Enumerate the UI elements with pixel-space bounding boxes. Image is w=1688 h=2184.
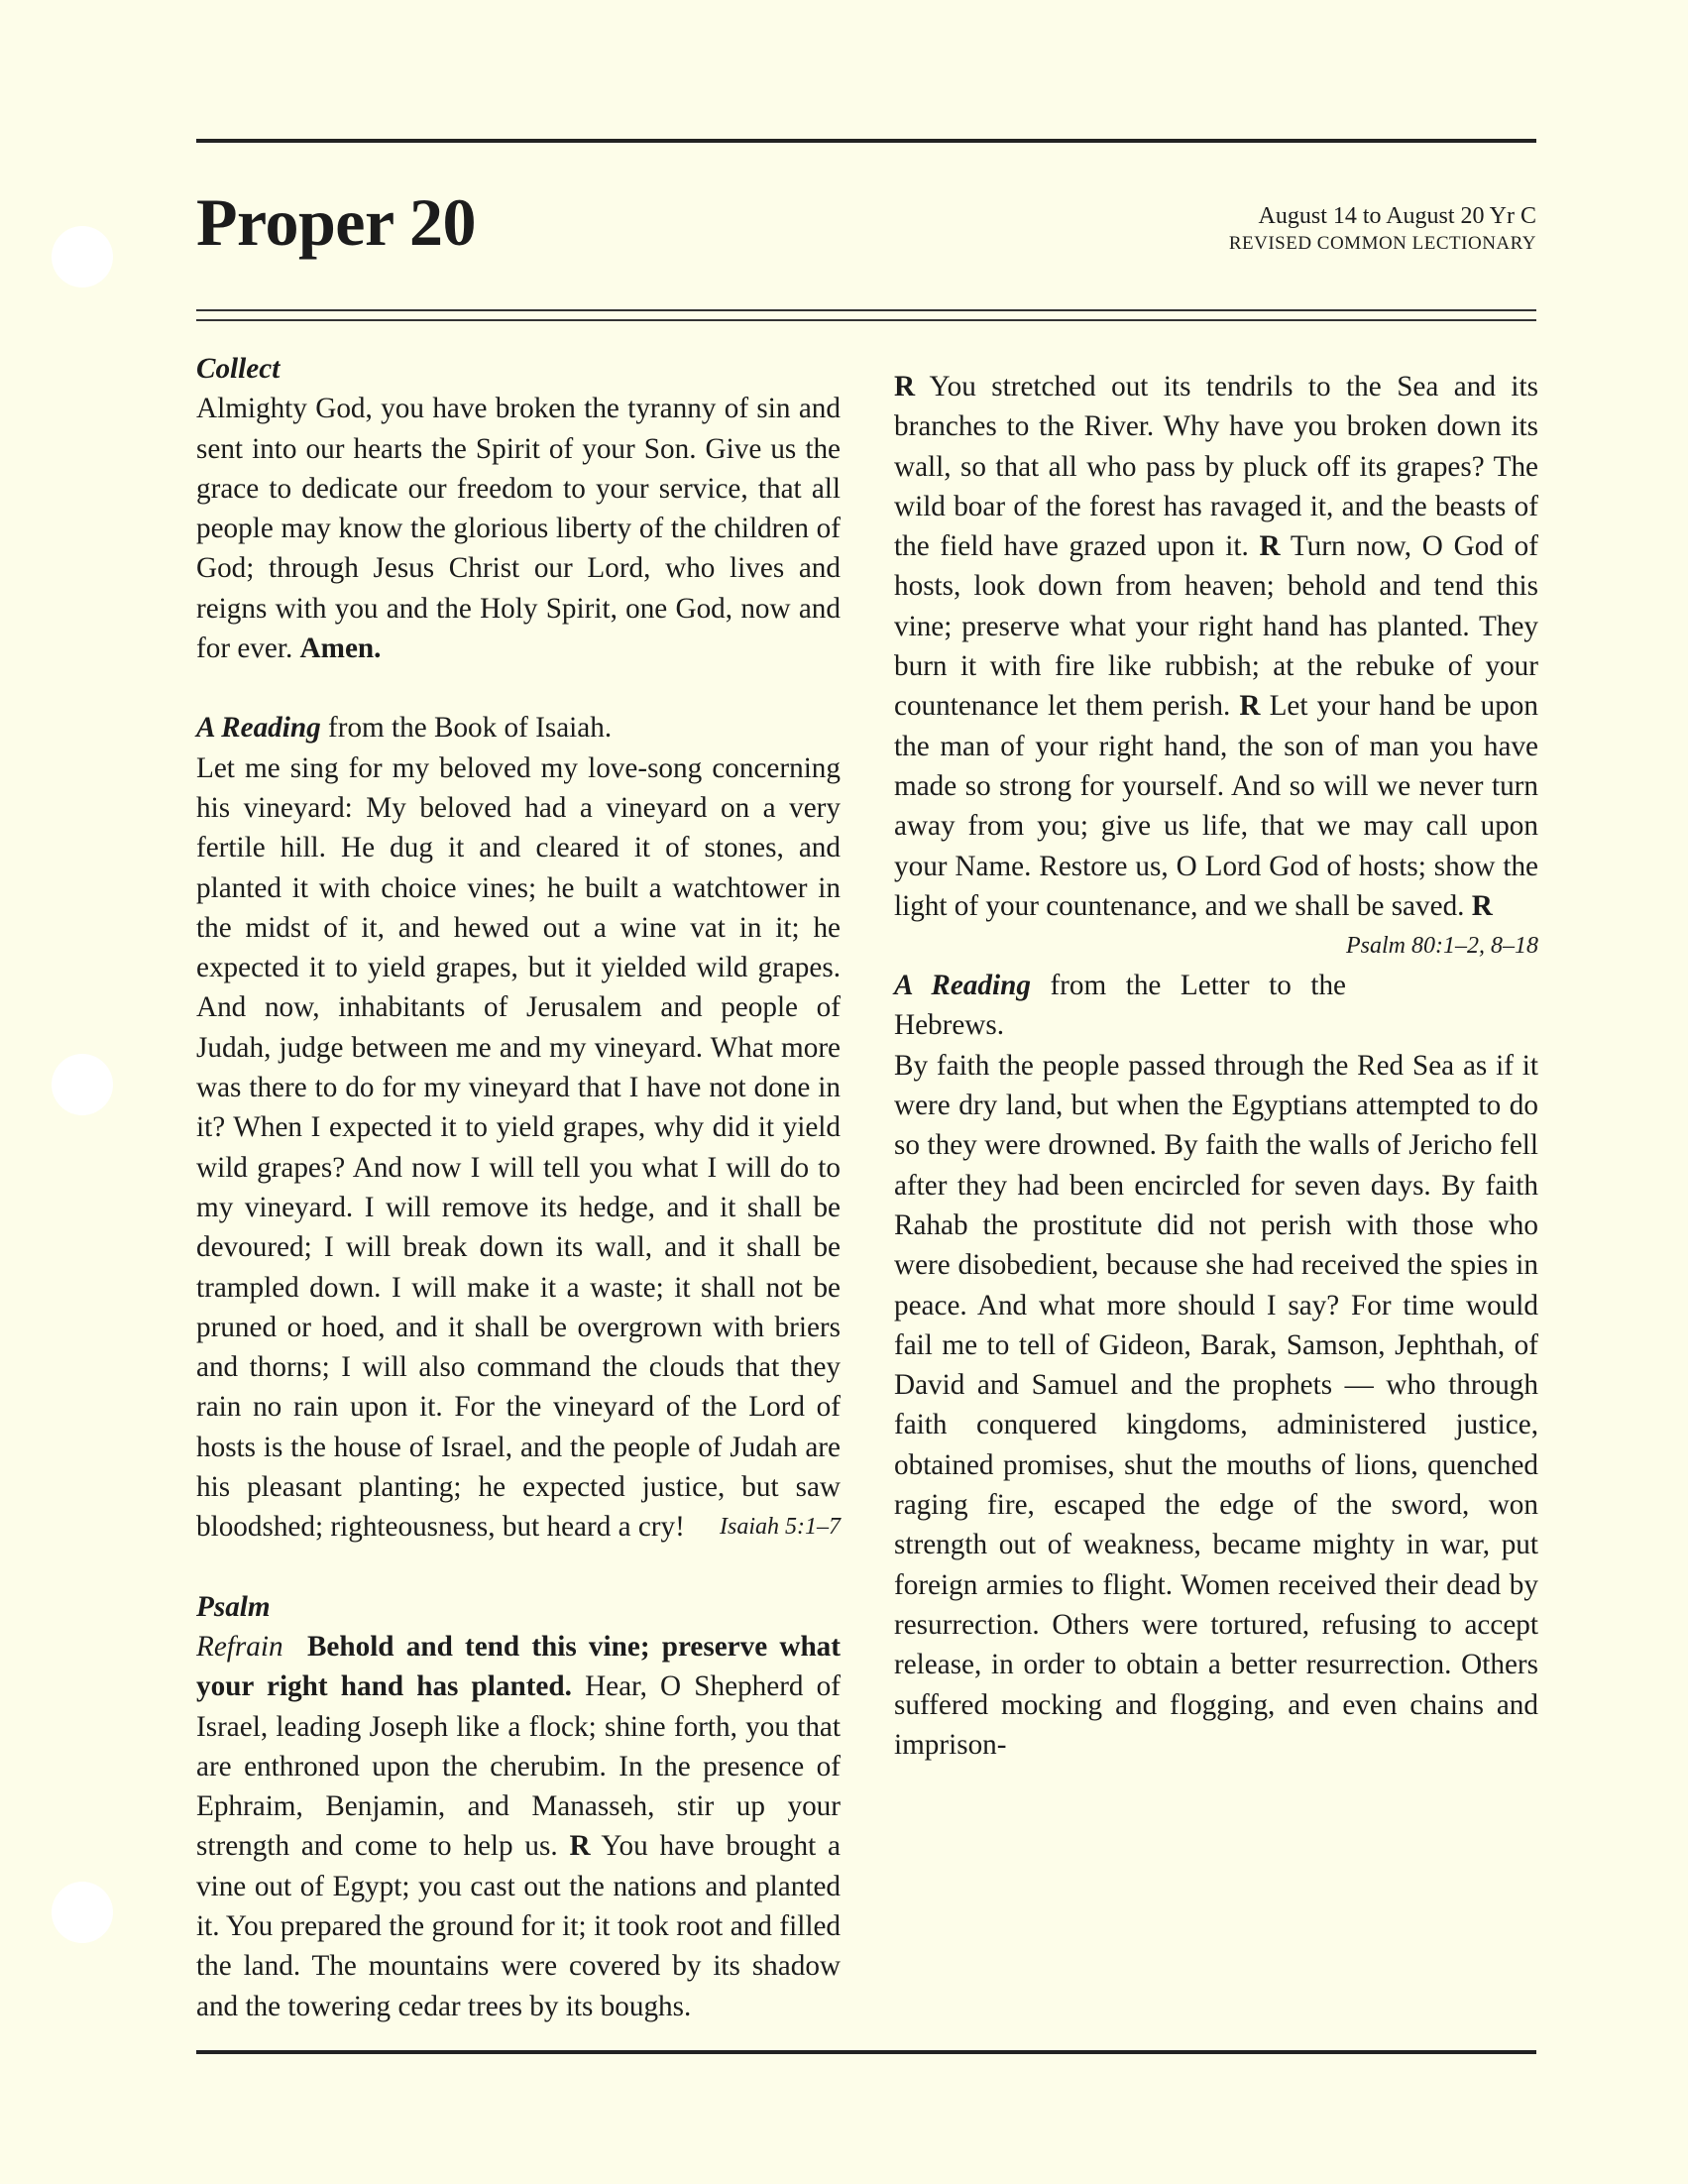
top-rule [196, 139, 1536, 143]
header-double-rule-top [196, 309, 1536, 311]
reading-isaiah-section [196, 708, 841, 1547]
psalm-verse-2: You have brought a vine out of Egypt; you cast out the nations and planted it. You prepared the ground for it; it took root and filled the land. The mountains were covered by its shadow and the towering cedar trees by its boughs. [196, 1830, 841, 2022]
left-column [196, 349, 841, 2026]
psalm-verse-3: You stretched out its tendrils to the Sea and its branches to the River. Why have you broken down its wall, so that all who pass by pluck off its grapes? The wild boar of the forest has ravaged it, and the beasts of the field have grazed upon it. [894, 371, 1538, 563]
binder-hole-top [52, 226, 113, 287]
psalm-heading: Psalm [196, 1590, 271, 1623]
collect-amen: Amen. [299, 632, 382, 665]
refrain-marker: R [894, 371, 916, 402]
refrain-text: Behold and tend this vine; preserve what your right hand has planted. [196, 1630, 841, 1703]
reading-label: A Reading [894, 970, 1031, 1002]
collect-text [196, 389, 841, 668]
header-meta [1229, 201, 1536, 257]
collect-body: Almighty God, you have broken the tyranny of sin and sent into our hearts the Spirit of your Son. Give us the grace to dedicate our freedom to your service, that all people may know the glorious liberty of the children of God; through Jesus Christ our Lord, who lives and reigns with you and the Holy Spirit, one God, now and for ever. [196, 393, 841, 665]
page-title: Proper 20 [196, 184, 476, 260]
reading-isaiah-body: Let me sing for my beloved my love-song concerning his vineyard: My beloved had a vineyard on a very fertile hill. He dug it and cleared it of stones, and planted it with choice vines; he built a watchtower in the midst of it, and hewed out a wine vat in it; he expected it to yield grapes, but it yielded wild grapes. And now, inhabitants of Jerusalem and people of Judah, judge between me and my vineyard. What more was there to do for my vineyard that I have not done in it? When I expected it to yield grapes, why did it yield wild grapes? And now I will tell you what I will do to my vineyard. I will remove its hedge, and it shall be devoured; I will break down its wall, and it shall be trampled down. I will make it a waste; it shall not be pruned or hoed, and it shall be overgrown with briers and thorns; I will also command the clouds that they rain no rain upon it. For the vineyard of the Lord of hosts is the house of Israel, and the people of Judah are his pleasant planting; he expected justice, but saw bloodshed; righteousness, but heard a cry! [196, 751, 841, 1544]
bottom-rule [196, 2050, 1536, 2054]
refrain-label: Refrain [196, 1630, 283, 1663]
psalm-citation: Psalm 80:1–2, 8–18 [1346, 933, 1538, 960]
binder-hole-bottom [52, 1882, 113, 1943]
psalm-verse-5: Let your hand be upon the man of your right hand, the son of man you have made so strong for yourself. And so will we never turn away from you; give us life, that we may call upon your Name. Restore us, O Lord God of hosts; show the light of your countenance, and we shall be saved. [894, 690, 1538, 922]
reading-hebrews-heading [894, 966, 1538, 1046]
refrain-marker: R [1259, 530, 1281, 563]
psalm-continued [894, 367, 1538, 960]
isaiah-citation: Isaiah 5:1–7 [720, 1514, 841, 1541]
collect-heading: Collect [196, 353, 281, 385]
psalm-text-part1 [196, 1627, 841, 2026]
psalm-text-part2 [894, 367, 1538, 960]
psalm-verse-4: Turn now, O God of hosts, look down from heaven; behold and tend this vine; preserve what your right hand has planted. They burn it with fire like rubbish; at the rebuke of your countenance let them perish. [894, 530, 1538, 723]
collect-section [196, 349, 841, 668]
lectionary-label: REVISED COMMON LECTIONARY [1228, 233, 1536, 254]
binder-hole-middle [52, 1054, 113, 1115]
refrain-marker: R [1471, 889, 1493, 922]
psalm-section [196, 1587, 841, 2026]
reading-label: A Reading [196, 712, 321, 745]
refrain-marker: R [1239, 690, 1261, 723]
reading-isaiah-heading [196, 708, 841, 747]
reading-isaiah-text [196, 748, 841, 1548]
psalm-verse-1: Hear, O Shepherd of Israel, leading Joseph like a flock; shine forth, you that are enthroned upon the cherubim. In the presence of Ephraim, Benjamin, and Manasseh, stir up your strength and come to help us. [196, 1670, 841, 1863]
reading-source: from the Book of Isaiah. [320, 712, 613, 745]
right-column [894, 367, 1538, 1765]
header-double-rule-bottom [196, 319, 1536, 321]
refrain-marker: R [569, 1830, 591, 1863]
reading-source: from the Letter to the Hebrews. [894, 970, 1346, 1042]
reading-hebrews-text: By faith the people passed through the Red Sea as if it were dry land, but when the Egyptians attempted to do so they were drowned. By faith the walls of Jericho fell after they had been encircled for seven days. By faith Rahab the prostitute did not perish with those who were disobedient, because she had received the spies in peace. And what more should I say? For time would fail me to tell of Gideon, Barak, Samson, Jephthah, of David and Samuel and the prophets — who through faith conquered kingdoms, administered justice, obtained promises, shut the mouths of lions, quenched raging fire, escaped the edge of the sword, won strength out of weakness, became mighty in war, put foreign armies to flight. Women received their dead by resurrection. Others were tortured, refusing to accept release, in order to obtain a better resurrection. Others suffered mocking and flogging, and even chains and imprison- [894, 1049, 1538, 1761]
date-range: August 14 to August 20 Yr C [1258, 203, 1536, 229]
reading-hebrews-section [894, 966, 1538, 1765]
